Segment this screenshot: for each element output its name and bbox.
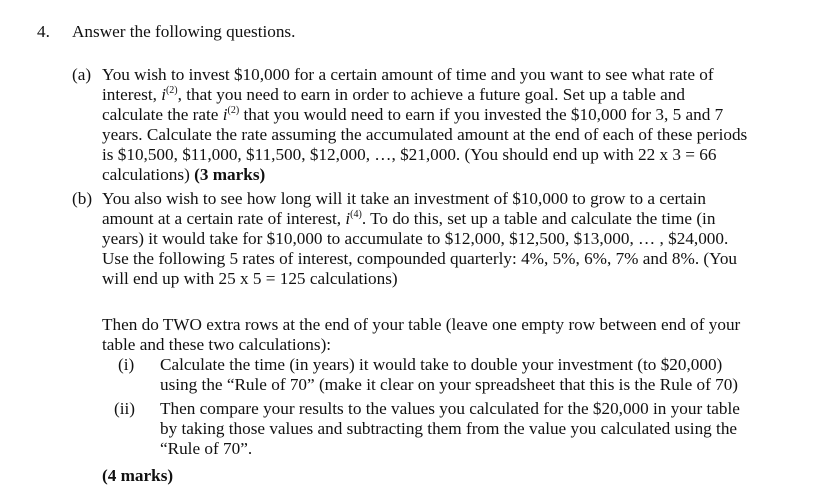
rate-symbol: i [161,85,166,104]
part-a-line-2-rest: , that you need to earn in order to achieve a future goal. Set up a table and [177,85,685,104]
extra-marks: (4 marks) [102,466,174,485]
part-a-line-2 [102,85,685,105]
part-a-label: (a) [72,65,92,84]
part-a-marks: (3 marks) [194,165,266,184]
part-b-line-4: Use the following 5 rates of interest, compounded quarterly: 4%, 5%, 6%, 7% and 8%. (You [102,249,738,268]
sub-ii-line-2: by taking those values and subtracting them from the value you calculated using the [160,419,738,438]
rate-symbol: i [222,105,228,124]
part-b-line-2-text: amount at a certain rate of interest, [102,209,342,228]
sub-ii-line-1: Then compare your results to the values you calculated for the $20,000 in your table [160,399,740,418]
rate-superscript: (4) [350,209,362,220]
rate-superscript: (2) [165,85,178,96]
part-a-line-3 [102,105,723,125]
rate-superscript: (2) [227,105,240,116]
sub-ii-line-3: “Rule of 70”. [160,439,253,458]
sub-i-line-2: using the “Rule of 70” (make it clear on your spreadsheet that this is the Rule of 70) [160,375,739,394]
extra-line-2: table and these two calculations): [102,335,332,354]
question-title: Answer the following questions. [72,22,296,41]
part-a-line-5: is $10,500, $11,000, $11,500, $12,000, …, $21,000. (You should end up with 22 x 3 = 66 [102,145,717,164]
part-a-line-1: You wish to invest $10,000 for a certain amount of time and you want to see what rate of [102,65,714,84]
rate-symbol: i [345,209,351,228]
part-a-line-3-rest: that you would need to earn if you invested the $10,000 for 3, 5 and 7 [243,105,724,124]
sub-i-line-1: Calculate the time (in years) it would take to double your investment (to $20,000) [160,355,723,374]
part-a-line-6-text: calculations) [102,165,190,184]
part-b-line-5: will end up with 25 x 5 = 125 calculations) [102,269,398,288]
part-a-line-4: years. Calculate the rate assuming the accumulated amount at the end of each of these periods [102,125,748,144]
sub-i-label: (i) [118,355,135,374]
question-number: 4. [37,22,50,41]
part-b-line-2-rest: . To do this, set up a table and calculate the time (in [361,209,716,228]
part-b-line-2 [102,209,715,229]
part-b-label: (b) [72,189,93,208]
part-a-line-6 [102,165,265,185]
part-a-line-2-text: interest, [102,85,157,104]
sub-ii-label: (ii) [114,399,135,418]
part-b-line-1: You also wish to see how long will it take an investment of $10,000 to grow to a certain [102,189,707,208]
extra-line-1: Then do TWO extra rows at the end of your table (leave one empty row between end of your [102,315,741,334]
part-b-line-3: years) it would take for $10,000 to accumulate to $12,000, $12,500, $13,000, … , $24,000. [102,229,729,248]
part-a-line-3-text: calculate the rate [102,105,219,124]
